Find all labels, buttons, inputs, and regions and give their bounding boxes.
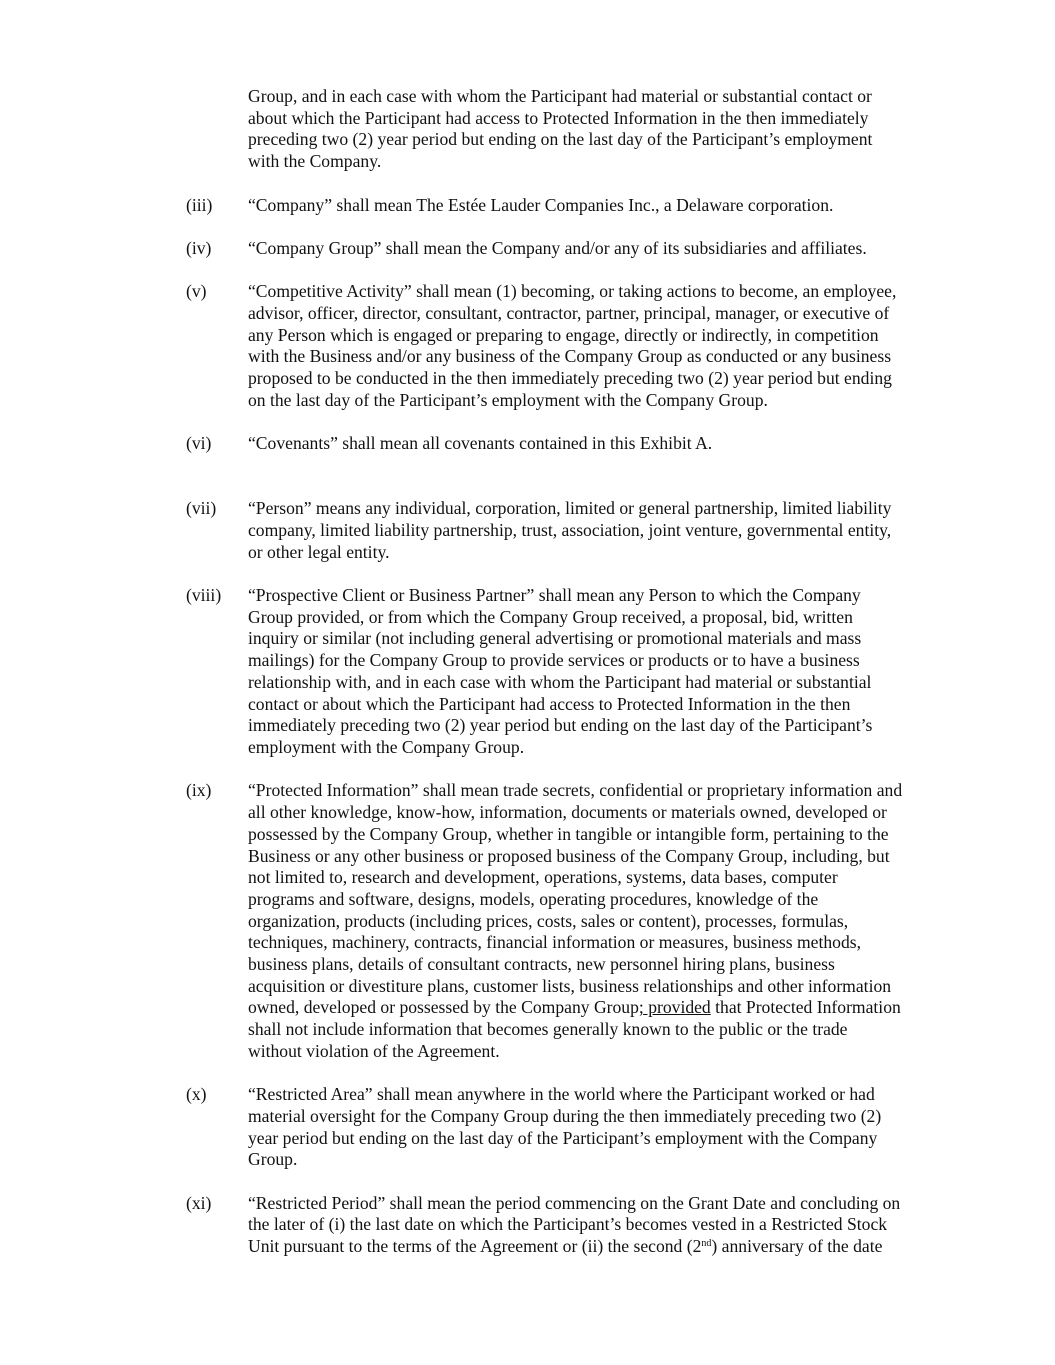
text-line: “Company Group” shall mean the Company and/or any of its subsidiaries and affiliates. — [248, 237, 867, 258]
text-segment: owned, developed or possessed by the Company Group — [248, 997, 639, 1018]
text-line: year period but ending on the last day of the Participant’s employment with the Company — [248, 1127, 878, 1148]
paragraph-body — [248, 86, 986, 173]
text-line: programs and software, designs, models, operating procedures, knowledge of the — [248, 888, 819, 909]
text-line: preceding two (2) year period but ending on the last day of the Participant’s employment — [248, 129, 873, 150]
text-line: without violation of the Agreement. — [248, 1040, 500, 1061]
text-line: “Covenants” shall mean all covenants contained in this Exhibit A. — [248, 433, 713, 454]
text-line: Group provided, or from which the Company Group received, a proposal, bid, written — [248, 606, 853, 627]
text-line: shall not include information that becomes generally known to the public or the trade — [248, 1019, 848, 1040]
text-line: about which the Participant had access to Protected Information in the then immediately — [248, 107, 869, 128]
text-line: with the Company. — [248, 151, 382, 172]
text-line: techniques, machinery, contracts, financial information or measures, business methods, — [248, 932, 861, 953]
definition-paragraph — [186, 585, 986, 759]
definition-paragraph — [186, 86, 986, 173]
text-line: or other legal entity. — [248, 541, 390, 562]
text-line: “Protected Information” shall mean trade secrets, confidential or proprietary information and — [248, 780, 903, 801]
text-line: not limited to, research and development, operations, systems, data bases, computer — [248, 867, 838, 888]
paragraph-number: (ix) — [186, 780, 212, 801]
paragraph-body — [248, 195, 986, 217]
text-line: company, limited liability partnership, trust, association, joint venture, governmental entity, — [248, 519, 892, 540]
paragraph-number: (viii) — [186, 585, 222, 606]
definition-paragraph — [186, 238, 986, 260]
text-segment: that Protected Information — [710, 997, 901, 1018]
paragraph-body — [248, 780, 986, 1062]
text-line: “Person” means any individual, corporation, limited or general partnership, limited liability — [248, 498, 892, 519]
text-line: proposed to be conducted in the then immediately preceding two (2) year period but ending — [248, 368, 892, 389]
text-line: possessed by the Company Group, whether in tangible or intangible form, pertaining to the — [248, 823, 889, 844]
text-line: mailings) for the Company Group to provide services or products or to have a business — [248, 650, 860, 671]
text-line: acquisition or divestiture plans, customer lists, business relationships and other information — [248, 975, 892, 996]
text-line: the later of (i) the last date on which the Participant’s becomes vested in a Restricted Stock — [248, 1214, 888, 1235]
paragraph-number: (vi) — [186, 433, 212, 454]
definition-paragraph — [186, 780, 986, 1062]
text-line: Group, and in each case with whom the Participant had material or substantial contact or — [248, 86, 872, 106]
text-line: Business or any other business or proposed business of the Company Group, including, but — [248, 845, 890, 866]
paragraph-number: (vii) — [186, 498, 217, 519]
text-line: “Company” shall mean The Estée Lauder Companies Inc., a Delaware corporation. — [248, 194, 834, 215]
text-line: on the last day of the Participant’s employment with the Company Group. — [248, 389, 768, 410]
text-line: advisor, officer, director, consultant, contractor, partner, principal, manager, or executive of — [248, 302, 890, 323]
definition-paragraph — [186, 1193, 986, 1258]
text-line: with the Business and/or any business of the Company Group as conducted or any business — [248, 346, 892, 367]
paragraph-number: (x) — [186, 1084, 207, 1105]
paragraph-body — [248, 1193, 986, 1258]
paragraph-body — [248, 433, 986, 455]
text-line: relationship with, and in each case with whom the Participant had material or substantial — [248, 671, 872, 692]
superscript-text: nd — [701, 1238, 712, 1250]
paragraph-number: (iii) — [186, 194, 213, 215]
text-line: immediately preceding two (2) year period but ending on the last day of the Participant’s — [248, 715, 873, 736]
paragraph-number: (iv) — [186, 237, 212, 258]
text-line: “Competitive Activity” shall mean (1) becoming, or taking actions to become, an employee, — [248, 281, 897, 302]
underlined-text: ; provided — [638, 997, 711, 1018]
text-line: “Prospective Client or Business Partner” shall mean any Person to which the Company — [248, 585, 861, 606]
paragraph-body — [248, 238, 986, 260]
text-line: all other knowledge, know-how, information, documents or materials owned, developed or — [248, 802, 887, 823]
text-line: business plans, details of consultant contracts, new personnel hiring plans, business — [248, 954, 835, 975]
text-line: employment with the Company Group. — [248, 737, 525, 757]
definition-paragraph — [186, 433, 986, 455]
definition-paragraph — [186, 195, 986, 217]
text-line: any Person which is engaged or preparing to engage, directly or indirectly, in competition — [248, 324, 879, 345]
text-segment: Unit pursuant to the terms of the Agreement or (ii) the second (2 — [248, 1236, 702, 1257]
text-line — [248, 1236, 986, 1258]
paragraph-body — [248, 1084, 986, 1171]
document-page — [186, 86, 986, 1258]
definition-paragraph — [186, 281, 986, 411]
text-line: material oversight for the Company Group during the then immediately preceding two (2) — [248, 1105, 882, 1126]
text-segment: ) anniversary of the date — [711, 1236, 883, 1257]
text-line: Group. — [248, 1149, 298, 1170]
paragraph-body — [248, 281, 986, 411]
paragraph-body — [248, 585, 986, 759]
text-line: “Restricted Area” shall mean anywhere in the world where the Participant worked or had — [248, 1084, 875, 1105]
paragraph-body — [248, 498, 986, 563]
paragraph-number: (v) — [186, 281, 207, 302]
text-line: organization, products (including prices, costs, sales or content), processes, formulas, — [248, 910, 849, 931]
text-line: inquiry or similar (not including general advertising or promotional materials and mass — [248, 628, 862, 649]
paragraph-number: (xi) — [186, 1192, 212, 1213]
text-line: contact or about which the Participant had access to Protected Information in the then — [248, 693, 851, 714]
text-line — [248, 997, 986, 1019]
definition-paragraph — [186, 498, 986, 563]
text-line: “Restricted Period” shall mean the period commencing on the Grant Date and concluding on — [248, 1192, 901, 1213]
definition-paragraph — [186, 1084, 986, 1171]
